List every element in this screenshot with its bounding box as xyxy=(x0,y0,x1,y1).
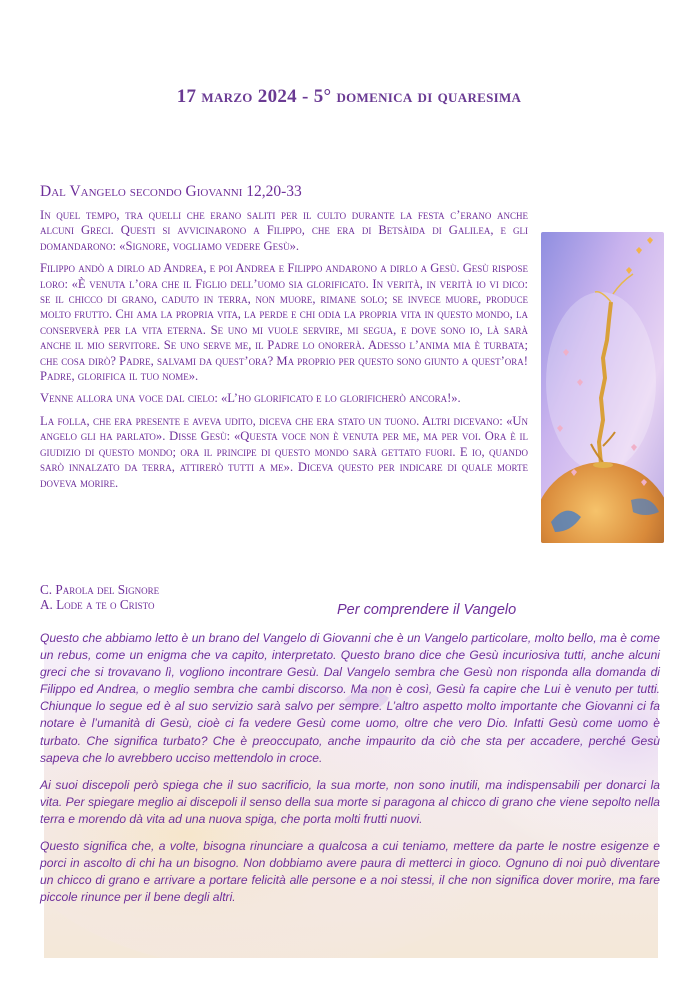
gospel-paragraph: Venne allora una voce dal cielo: «L’ho glorificato e lo glorificherò ancora!». xyxy=(40,391,461,406)
commentary-text xyxy=(40,630,660,916)
gospel-paragraph: La folla, che era presente e aveva udito, diceva che era stato un tuono. Altri dicevano: «Un angelo gli ha parlato». Disse Gesù: «Questa voce non è venuta per me, ma per voi. Ora è il giudizio di questo mondo; ora il principe di questo mondo sarà gettato fuori. E io, quando sarò innalzato da terra, attirerò tutti a me». Diceva questo per indicare di quale morte doveva morire. xyxy=(40,413,528,490)
gospel-paragraph: In quel tempo, tra quelli che erano saliti per il culto durante la festa c’erano anche alcuni Greci. Questi si avvicinarono a Filippo, che era di Betsàida di Galilea, e gli domandarono: «Signore, vogliamo vedere Gesù». xyxy=(40,208,528,253)
illustration-svg xyxy=(541,232,664,543)
commentary-paragraph: Questo significa che, a volte, bisogna rinunciare a qualcosa a cui teniamo, mettere da parte le nostre esigenze e porci in ascolto di chi ha un bisogno. Non dobbiamo avere paura di metterci in gioco. Ognuno di noi può diventare un chicco di grano e arrivare a portare felicità alle persone e a noi stessi, il che non significa dover morire, ma fare piccole rinunce per il bene degli altri. xyxy=(40,839,660,905)
closing-line-assembly: A. Lode a te o Cristo xyxy=(40,596,155,612)
page-title: 17 marzo 2024 - 5° domenica di quaresima xyxy=(176,86,522,107)
illustration-wheat-on-globe xyxy=(541,232,664,543)
commentary-paragraph: Questo che abbiamo letto è un brano del Vangelo di Giovanni che è un Vangelo particolare, molto bello, ma è come un rebus, come un enigma che va capito, interpretato. Questo brano dice che Gesù incuriosiva tutti, anche alcuni greci che si trovavano lì, vogliono incontrare Gesù. Dal Vangelo sembra che Gesù non risponda alla domanda di Filippo ed Andrea, o meglio sembra che cambi discorso. Ma non è così, Gesù fa capire che Lui è venuto per tutti. Chiunque lo segue ed è al suo servizio sarà salvo per sempre. L’altro aspetto molto importante che Giovanni ci fa notare è l’umanità di Gesù, cioè ci fa vedere Gesù come uomo, oltre che vero Dio. Infatti Gesù come uomo è turbato. Che significa turbato? Che è preoccupato, anche impaurito da ciò che sta per accadere, perché Gesù sapeva che lo avrebbero ucciso mettendolo in croce. xyxy=(40,631,660,765)
commentary-heading: Per comprendere il Vangelo xyxy=(337,602,517,618)
gospel-heading: Dal Vangelo secondo Giovanni 12,20-33 xyxy=(40,183,302,200)
gospel-text xyxy=(40,208,528,498)
gospel-closing xyxy=(40,583,159,612)
gospel-paragraph: Filippo andò a dirlo ad Andrea, e poi Andrea e Filippo andarono a dirlo a Gesù. Gesù rispose loro: «È venuta l’ora che il Figlio dell’uomo sia glorificato. In verità, in verità io vi dico: se il chicco di grano, caduto in terra, non muore, rimane solo; se invece muore, produce molto frutto. Chi ama la propria vita, la perde e chi odia la propria vita in questo mondo, la conserverà per la vita eterna. Se uno mi vuole servire, mi segua, e dove sono io, là sarà anche il mio servitore. Se uno serve me, il Padre lo onorerà. Adesso l’anima mia è turbata; che cosa dirò? Padre, salvami da quest’ora? Ma proprio per questo sono giunto a quest’ora! Padre, glorifica il tuo nome». xyxy=(40,261,528,384)
closing-line-celebrant: C. Parola del Signore xyxy=(40,582,160,597)
commentary-paragraph: Ai suoi discepoli però spiega che il suo sacrificio, la sua morte, non sono inutili, ma indispensabili per donarci la vita. Per spiegare meglio ai discepoli il senso della sua morte si paragona al chicco di grano che viene sepolto nella terra e morendo dà vita ad una nuova spiga, che porta molti frutti nuovi. xyxy=(40,777,660,826)
